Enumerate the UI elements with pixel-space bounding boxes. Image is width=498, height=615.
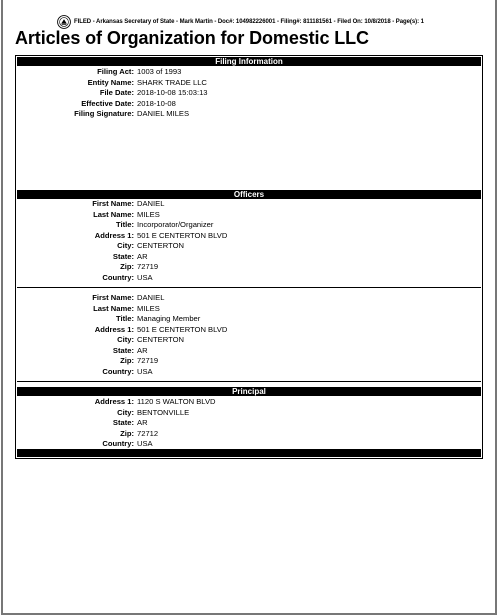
field-label: Address 1: [94, 397, 134, 406]
field-value: DANIEL [137, 199, 165, 208]
field-label: Country: [102, 439, 134, 448]
field-label: Address 1: [94, 324, 134, 334]
filing-stamp-text: FILED - Arkansas Secretary of State - Mark Martin - Doc#: 104982226001 - Filing#: 811181561 - Filed On: 10/8/2018 - Page(s): 1 [74, 19, 424, 25]
field-row [16, 325, 482, 336]
field-label: State: [112, 418, 134, 427]
officer-entry [16, 293, 482, 377]
field-row [16, 88, 482, 99]
field-row [16, 346, 482, 357]
field-row [16, 273, 482, 284]
filing-information-header: Filing Information [17, 57, 481, 66]
field-value: 1120 S WALTON BLVD [137, 397, 216, 406]
field-label: Entity Name: [87, 77, 134, 87]
field-row [16, 439, 482, 450]
field-row [16, 210, 482, 221]
field-label: Zip: [120, 356, 134, 365]
field-value: SHARK TRADE LLC [137, 77, 207, 87]
field-row [16, 367, 482, 378]
field-row [16, 429, 482, 440]
field-label: City: [117, 241, 134, 250]
field-label: Title: [115, 220, 134, 229]
field-row [16, 199, 482, 210]
field-value: BENTONVILLE [137, 407, 190, 417]
page-left-edge [1, 0, 3, 615]
field-row [16, 314, 482, 325]
field-label: Last Name: [93, 303, 134, 313]
field-row [16, 220, 482, 231]
field-value: 501 E CENTERTON BLVD [137, 230, 228, 240]
field-label: File Date: [99, 88, 134, 97]
field-label: Title: [115, 314, 134, 323]
field-label: Country: [102, 366, 134, 376]
field-label: Zip: [120, 262, 134, 271]
field-label: First Name: [92, 199, 134, 208]
field-row [16, 241, 482, 252]
field-value: USA [137, 439, 153, 448]
filing-information-section [16, 67, 482, 120]
field-label: Zip: [120, 428, 134, 438]
field-row [16, 78, 482, 89]
field-value: 501 E CENTERTON BLVD [137, 324, 228, 334]
field-label: First Name: [92, 293, 134, 302]
field-row [16, 67, 482, 78]
field-label: State: [112, 345, 134, 355]
officers-header: Officers [17, 190, 481, 199]
field-label: Filing Signature: [74, 109, 134, 118]
field-row [16, 356, 482, 367]
field-value: DANIEL [137, 293, 165, 302]
field-value: USA [137, 272, 153, 282]
field-label: State: [112, 251, 134, 261]
field-label: Filing Act: [97, 67, 134, 76]
officer-divider [17, 287, 481, 288]
principal-header: Principal [17, 387, 481, 396]
field-label: Effective Date: [81, 98, 134, 108]
field-row [16, 408, 482, 419]
field-label: Country: [102, 272, 134, 282]
page-right-edge [495, 0, 497, 615]
field-row [16, 335, 482, 346]
field-row [16, 262, 482, 273]
state-seal-icon [57, 15, 71, 29]
field-value: CENTERTON [137, 241, 184, 250]
form-footer-band [17, 449, 481, 457]
field-value: Incorporator/Organizer [137, 220, 214, 229]
field-label: City: [117, 335, 134, 344]
field-value: 72719 [137, 262, 159, 271]
field-row [16, 99, 482, 110]
field-value: 1003 of 1993 [137, 67, 182, 76]
field-value: Managing Member [137, 314, 201, 323]
field-row [16, 418, 482, 429]
field-row [16, 293, 482, 304]
field-row [16, 109, 482, 120]
field-row [16, 252, 482, 263]
field-value: AR [137, 345, 148, 355]
field-value: AR [137, 251, 148, 261]
field-label: Address 1: [94, 230, 134, 240]
articles-form [15, 55, 483, 459]
field-value: CENTERTON [137, 335, 184, 344]
principal-section [16, 397, 482, 450]
document-title: Articles of Organization for Domestic LLC [15, 28, 369, 48]
field-value: 2018-10-08 15:03:13 [137, 88, 208, 97]
field-value: USA [137, 366, 153, 376]
officer-divider [17, 381, 481, 382]
field-label: Last Name: [93, 209, 134, 219]
field-value: MILES [137, 303, 160, 313]
field-value: 2018-10-08 [137, 98, 176, 108]
field-label: City: [117, 407, 134, 417]
field-row [16, 397, 482, 408]
field-value: 72719 [137, 356, 159, 365]
officer-entry [16, 199, 482, 283]
field-row [16, 304, 482, 315]
field-value: MILES [137, 209, 160, 219]
field-value: AR [137, 418, 148, 427]
field-value: DANIEL MILES [137, 109, 190, 118]
field-row [16, 231, 482, 242]
field-value: 72712 [137, 428, 159, 438]
